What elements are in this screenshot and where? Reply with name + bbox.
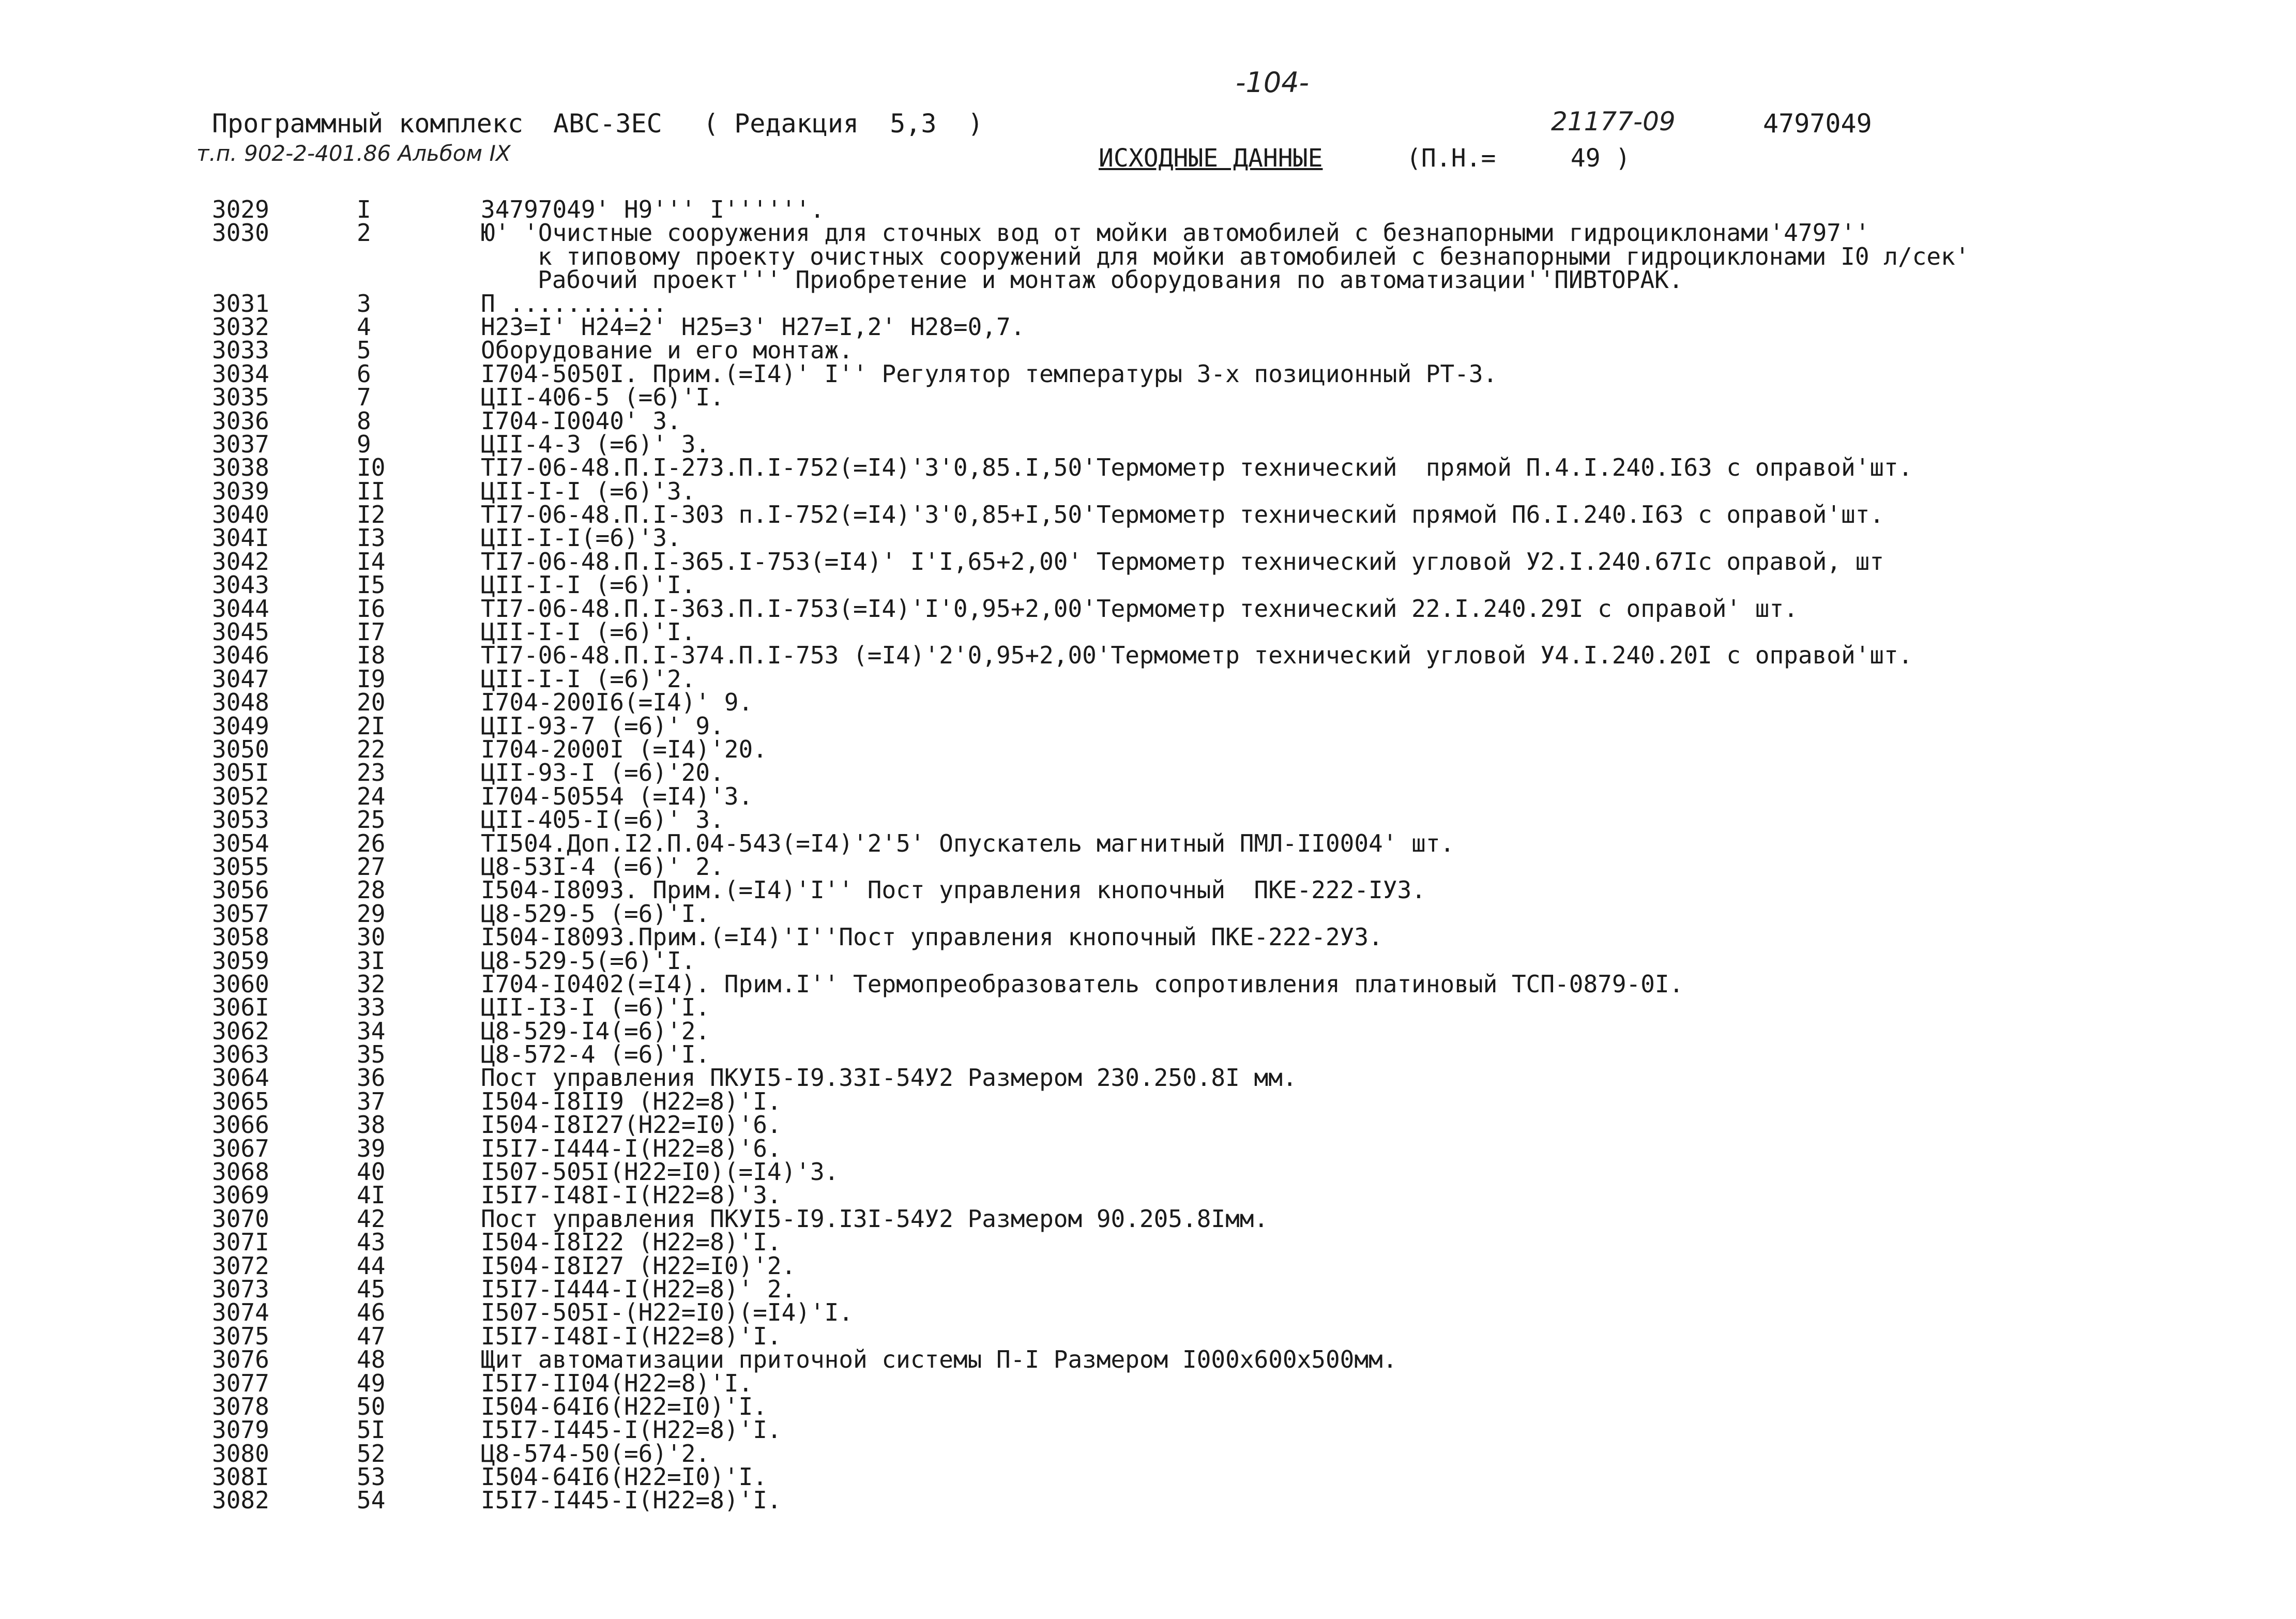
sequence-number: 5I (357, 1416, 386, 1444)
record-text: Ю' 'Очистные сооружения для сточных вод от мойки автомобилей с безнапорными гидроциклонами'4797'' (481, 219, 1870, 247)
sequence-number: 4I (357, 1181, 386, 1209)
line-number: 3062 (212, 1017, 269, 1045)
line-number: 3039 (212, 477, 269, 505)
table-row (0, 993, 2296, 1022)
sequence-number: 9 (357, 430, 371, 458)
line-number: 3076 (212, 1345, 269, 1374)
line-number: 3038 (212, 453, 269, 482)
sequence-number: 28 (357, 876, 386, 904)
table-row (0, 759, 2296, 787)
sequence-number: 43 (357, 1228, 386, 1257)
sequence-number: 4 (357, 312, 371, 341)
line-number: 3079 (212, 1416, 269, 1444)
record-text: ЦII-405-I(=6)' 3. (481, 806, 724, 834)
line-number: 306I (212, 993, 269, 1022)
line-number: 3048 (212, 688, 269, 717)
line-number: 3050 (212, 735, 269, 763)
record-text: I504-I8093.Прим.(=I4)'I''Пост управления кнопочный ПКЕ-222-2УЗ. (481, 923, 1383, 951)
line-number: 3072 (212, 1251, 269, 1280)
line-number: 3044 (212, 594, 269, 623)
sequence-number: 54 (357, 1486, 386, 1515)
record-text: I504-I8I22 (Н22=8)'I. (481, 1228, 782, 1257)
line-number: 304I (212, 524, 269, 552)
sequence-number: 22 (357, 735, 386, 763)
record-text: Ц8-574-50(=6)'2. (481, 1439, 710, 1467)
table-row (0, 289, 2296, 317)
line-number: 3060 (212, 970, 269, 998)
record-text: I704-200I6(=I4)' 9. (481, 688, 753, 717)
table-row (0, 195, 2296, 223)
record-text: Ц8-529-I4(=6)'2. (481, 1017, 710, 1045)
sequence-number: 38 (357, 1111, 386, 1139)
table-row (0, 406, 2296, 435)
sequence-number: 47 (357, 1322, 386, 1350)
line-number: 3049 (212, 712, 269, 740)
line-number: 3032 (212, 312, 269, 341)
table-row (0, 970, 2296, 998)
line-number: 3069 (212, 1181, 269, 1209)
record-text: ТI7-06-48.П.I-273.П.I-752(=I4)'3'0,85.I,50'Термометр технический прямой П.4.I.240.I63 с оправой'шт. (481, 453, 1913, 482)
table-row (0, 1392, 2296, 1420)
sequence-number: I6 (357, 594, 386, 623)
record-text: ЦII-I-I (=6)'I. (481, 618, 696, 646)
system-name: АВС-ЗЕС (553, 109, 662, 139)
line-number: 3073 (212, 1275, 269, 1303)
sequence-number: I0 (357, 453, 386, 482)
document-number: 4797049 (1763, 109, 1872, 139)
table-row (0, 477, 2296, 505)
record-text: I504-I8I27 (Н22=I0)'2. (481, 1251, 796, 1280)
table-row (0, 1275, 2296, 1303)
record-text: I704-50554 (=I4)'3. (481, 782, 753, 810)
record-text: Н23=I' Н24=2' Н25=3' Н27=I,2' Н28=0,7. (481, 312, 1025, 341)
sequence-number: 48 (357, 1345, 386, 1374)
table-row (0, 1181, 2296, 1209)
table-row (0, 829, 2296, 857)
table-row (0, 573, 2296, 597)
record-text: к типовому проекту очистных сооружений для мойки автомобилей с безнапорными гидроциклонами I0 л/сек' (538, 242, 1970, 270)
table-row (0, 336, 2296, 365)
table-row (0, 312, 2296, 341)
line-number: 3067 (212, 1134, 269, 1162)
line-number: 3053 (212, 806, 269, 834)
sequence-number: 5 (357, 336, 371, 365)
sequence-number: I3 (357, 524, 386, 552)
record-text: 34797049' Н9''' I''''''. (481, 195, 825, 223)
line-number: 3040 (212, 501, 269, 529)
sequence-number: II (357, 477, 386, 505)
record-text: ЦII-I-I(=6)'3. (481, 524, 681, 552)
table-row (0, 547, 2296, 576)
line-number: 3082 (212, 1486, 269, 1515)
sequence-number: 35 (357, 1040, 386, 1069)
sequence-number: 2I (357, 712, 386, 740)
sequence-number: 32 (357, 970, 386, 998)
record-text: I504-I8I27(Н22=I0)'6. (481, 1111, 782, 1139)
line-number: 3045 (212, 618, 269, 646)
table-row (0, 899, 2296, 928)
table-row (0, 1160, 2296, 1184)
sequence-number: 20 (357, 688, 386, 717)
line-number: 3037 (212, 430, 269, 458)
sequence-number: 37 (357, 1087, 386, 1115)
record-text: I507-505I(Н22=I0)(=I4)'3. (481, 1158, 839, 1186)
table-row (0, 1204, 2296, 1233)
table-row (0, 618, 2296, 646)
sequence-number: 45 (357, 1275, 386, 1303)
sequence-number: 46 (357, 1298, 386, 1327)
table-row (0, 1369, 2296, 1397)
sequence-number: 29 (357, 899, 386, 928)
record-text: ЦII-4-3 (=6)' 3. (481, 430, 710, 458)
sequence-number: 52 (357, 1439, 386, 1467)
record-text: ЦII-I-I (=6)'I. (481, 571, 696, 599)
record-text: Ц8-529-5(=6)'I. (481, 946, 696, 975)
line-number: 3047 (212, 664, 269, 693)
line-number: 3064 (212, 1064, 269, 1092)
record-text: I5I7-I444-I(Н22=8)' 2. (481, 1275, 796, 1303)
record-text: I504-I8093. Прим.(=I4)'I'' Пост управления кнопочный ПКЕ-222-IУЗ. (481, 876, 1426, 904)
line-number: 3074 (212, 1298, 269, 1327)
table-row (0, 641, 2296, 670)
sequence-number: 36 (357, 1064, 386, 1092)
line-number: 307I (212, 1228, 269, 1257)
listing-table (0, 195, 2296, 1515)
line-number: 3036 (212, 406, 269, 435)
sequence-number: 39 (357, 1134, 386, 1162)
sequence-number: 34 (357, 1017, 386, 1045)
record-text: ТI504.Доп.I2.П.04-543(=I4)'2'5' Опускатель магнитный ПМЛ-II0004' шт. (481, 829, 1455, 857)
line-number: 3075 (212, 1322, 269, 1350)
table-row (0, 594, 2296, 623)
record-text: Ц8-529-5 (=6)'I. (481, 899, 710, 928)
sequence-number: I5 (357, 571, 386, 599)
line-number: 3065 (212, 1087, 269, 1115)
sequence-number: 33 (357, 993, 386, 1022)
record-text: I504-I8II9 (Н22=8)'I. (481, 1087, 782, 1115)
table-row (0, 1113, 2296, 1137)
table-row (0, 526, 2296, 550)
table-row (0, 735, 2296, 763)
record-text: Рабочий проект''' Приобретение и монтаж оборудования по автоматизации''ПИВТОРАК. (538, 266, 1683, 294)
sequence-number: 44 (357, 1251, 386, 1280)
line-number: 3080 (212, 1439, 269, 1467)
sequence-number: I7 (357, 618, 386, 646)
pn-label: (П.Н.= 49 ) (1406, 144, 1631, 173)
record-text: I507-505I-(Н22=I0)(=I4)'I. (481, 1298, 854, 1327)
sequence-number: I8 (357, 641, 386, 670)
table-row (0, 359, 2296, 388)
line-number: 3042 (212, 547, 269, 576)
line-number: 3056 (212, 876, 269, 904)
line-number: 3066 (212, 1111, 269, 1139)
table-row (0, 501, 2296, 529)
record-text: Щит автоматизации приточной системы П-I Размером I000х600х500мм. (481, 1345, 1397, 1374)
line-number: 3029 (212, 195, 269, 223)
sequence-number: I2 (357, 501, 386, 529)
sequence-number: 3 (357, 289, 371, 317)
sequence-number: I9 (357, 664, 386, 693)
sequence-number: 30 (357, 923, 386, 951)
line-number: 3054 (212, 829, 269, 857)
record-text: I5I7-I48I-I(Н22=8)'3. (481, 1181, 782, 1209)
album-note: т.п. 902-2-401.86 Альбом IX (196, 141, 511, 166)
program-label: Программный комплекс (212, 109, 524, 139)
table-row (0, 1087, 2296, 1115)
record-text: I704-2000I (=I4)'20. (481, 735, 767, 763)
record-text: I5I7-II04(Н22=8)'I. (481, 1369, 753, 1397)
record-text: ЦII-I3-I (=6)'I. (481, 993, 710, 1022)
line-number: 3035 (212, 383, 269, 412)
sequence-number: I (357, 195, 371, 223)
record-text: ЦII-I-I (=6)'2. (481, 664, 696, 693)
line-number: 3078 (212, 1392, 269, 1420)
record-text: Пост управления ПКУI5-I9.33I-54У2 Размером 230.250.8I мм. (481, 1064, 1297, 1092)
table-row (0, 876, 2296, 904)
record-text: Ц8-572-4 (=6)'I. (481, 1040, 710, 1069)
sequence-number: 3I (357, 946, 386, 975)
record-text: ТI7-06-48.П.I-303 п.I-752(=I4)'3'0,85+I,50'Термометр технический прямой П6.I.240.I63 с оправой'шт. (481, 501, 1884, 529)
record-text: П ........... (481, 289, 667, 317)
section-title: ИСХОДНЫЕ ДАННЫЕ (1099, 144, 1323, 173)
sequence-number: 42 (357, 1204, 386, 1233)
sequence-number: I4 (357, 547, 386, 576)
line-number: 3043 (212, 571, 269, 599)
table-row (0, 221, 2296, 245)
line-number: 3068 (212, 1158, 269, 1186)
record-text: I5I7-I48I-I(Н22=8)'I. (481, 1322, 782, 1350)
table-row (0, 688, 2296, 717)
record-text: Оборудование и его монтаж. (481, 336, 854, 365)
record-text: I5I7-I444-I(Н22=8)'6. (481, 1134, 782, 1162)
line-number: 3063 (212, 1040, 269, 1069)
line-number: 3077 (212, 1369, 269, 1397)
table-row (0, 453, 2296, 482)
record-text: ЦII-93-I (=6)'20. (481, 759, 724, 787)
record-text: I5I7-I445-I(Н22=8)'I. (481, 1416, 782, 1444)
line-number: 3033 (212, 336, 269, 365)
sequence-number: 25 (357, 806, 386, 834)
record-text: I504-64I6(Н22=I0)'I. (481, 1392, 767, 1420)
line-number: 3057 (212, 899, 269, 928)
line-number: 3046 (212, 641, 269, 670)
line-number: 3031 (212, 289, 269, 317)
record-text: ЦII-93-7 (=6)' 9. (481, 712, 724, 740)
sequence-number: 50 (357, 1392, 386, 1420)
line-number: 308I (212, 1463, 269, 1491)
line-number: 3034 (212, 359, 269, 388)
table-row (0, 1418, 2296, 1442)
table-row (0, 1345, 2296, 1374)
page-number: -104- (1236, 66, 1310, 99)
sequence-number: 49 (357, 1369, 386, 1397)
sequence-number: 26 (357, 829, 386, 857)
table-row (0, 664, 2296, 693)
sequence-number: 23 (357, 759, 386, 787)
record-text: ТI7-06-48.П.I-374.П.I-753 (=I4)'2'0,95+2,00'Термометр технический угловой У4.I.240.20I с оправой'шт. (481, 641, 1913, 670)
line-number: 3030 (212, 219, 269, 247)
table-row (0, 1134, 2296, 1162)
table-row (0, 268, 2296, 292)
table-row (0, 1017, 2296, 1045)
sequence-number: 53 (357, 1463, 386, 1491)
sequence-number: 6 (357, 359, 371, 388)
table-row (0, 1465, 2296, 1489)
table-row (0, 1486, 2296, 1515)
table-row (0, 782, 2296, 810)
table-row (0, 1040, 2296, 1069)
table-row (0, 1322, 2296, 1350)
line-number: 3055 (212, 852, 269, 881)
table-row (0, 1439, 2296, 1467)
sequence-number: 7 (357, 383, 371, 412)
line-number: 305I (212, 759, 269, 787)
record-text: ЦII-406-5 (=6)'I. (481, 383, 724, 412)
table-row (0, 383, 2296, 412)
record-text: I704-5050I. Прим.(=I4)' I'' Регулятор температуры 3-х позиционный РТ-3. (481, 359, 1498, 388)
sequence-number: 8 (357, 406, 371, 435)
table-row (0, 712, 2296, 740)
record-text: I704-I0040' 3. (481, 406, 681, 435)
edition-label: ( Редакция 5,3 ) (703, 109, 983, 139)
sequence-number: 24 (357, 782, 386, 810)
line-number: 3059 (212, 946, 269, 975)
sequence-number: 27 (357, 852, 386, 881)
record-text: ТI7-06-48.П.I-365.I-753(=I4)' I'I,65+2,00' Термометр технический угловой У2.I.240.67Iс оправой, шт (481, 547, 1884, 576)
record-text: Ц8-53I-4 (=6)' 2. (481, 852, 724, 881)
record-text: I504-64I6(Н22=I0)'I. (481, 1463, 767, 1491)
table-row (0, 946, 2296, 975)
table-row (0, 1251, 2296, 1280)
record-text: ТI7-06-48.П.I-363.П.I-753(=I4)'I'0,95+2,00'Термометр технический 22.I.240.29I с оправой' шт. (481, 594, 1798, 623)
table-row (0, 1066, 2296, 1090)
table-row (0, 852, 2296, 881)
line-number: 3058 (212, 923, 269, 951)
record-text: Пост управления ПКУI5-I9.I3I-54У2 Размером 90.205.8Iмм. (481, 1204, 1269, 1233)
sequence-number: 40 (357, 1158, 386, 1186)
record-text: I704-I0402(=I4). Прим.I'' Термопреобразователь сопротивления платиновый ТСП-0879-0I. (481, 970, 1684, 998)
record-text: I5I7-I445-I(Н22=8)'I. (481, 1486, 782, 1515)
table-row (0, 242, 2296, 270)
table-row (0, 923, 2296, 951)
line-number: 3052 (212, 782, 269, 810)
table-row (0, 1298, 2296, 1327)
table-row (0, 806, 2296, 834)
sequence-number: 2 (357, 219, 371, 247)
table-row (0, 430, 2296, 458)
line-number: 3070 (212, 1204, 269, 1233)
document-code: 21177-09 (1551, 107, 1676, 137)
table-row (0, 1228, 2296, 1257)
record-text: ЦII-I-I (=6)'3. (481, 477, 696, 505)
